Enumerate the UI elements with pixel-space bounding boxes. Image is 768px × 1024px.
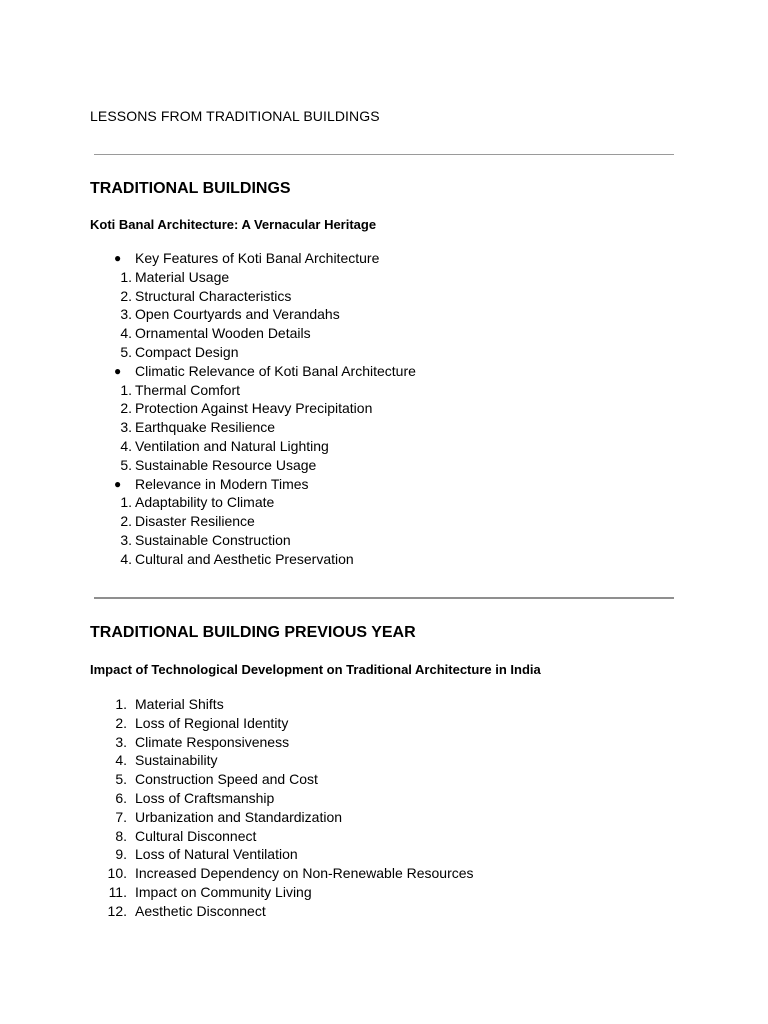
list-item: [90, 808, 710, 827]
horizontal-divider: [94, 154, 674, 155]
list-number: 2.: [120, 400, 132, 417]
list-number: 9.: [115, 846, 127, 863]
bullet-item-label: Key Features of Koti Banal Architecture: [135, 250, 380, 266]
list-number: 3.: [120, 306, 132, 323]
list-item-label: Protection Against Heavy Precipitation: [135, 400, 373, 417]
section-subheading: Koti Banal Architecture: A Vernacular Heritage: [90, 217, 377, 232]
section-traditional-buildings: [90, 178, 710, 569]
list-item-label: Loss of Regional Identity: [135, 714, 289, 731]
list-item: [90, 456, 710, 475]
list-item-label: Compact Design: [135, 343, 239, 360]
list-number: 1.: [120, 268, 132, 285]
list-item-label: Loss of Natural Ventilation: [135, 846, 298, 863]
list-item: [90, 864, 710, 883]
bullet-dot-icon: ●: [114, 251, 122, 265]
list-number: 1.: [120, 494, 132, 511]
bullet-item: [90, 249, 710, 362]
numbered-sub-list: [90, 381, 710, 475]
list-number: 5.: [120, 456, 132, 473]
list-item: [90, 789, 710, 808]
list-item: [90, 268, 710, 287]
list-item-label: Climate Responsiveness: [135, 733, 290, 750]
list-number: 1.: [115, 696, 127, 712]
list-item-label: Structural Characteristics: [135, 287, 292, 304]
bullet-item: [90, 475, 710, 569]
list-item-label: Material Usage: [135, 268, 230, 285]
list-number: 3.: [120, 419, 132, 436]
list-item: [90, 883, 710, 902]
list-item: [90, 902, 710, 921]
list-item-label: Loss of Craftsmanship: [135, 789, 275, 806]
list-item-label: Sustainable Construction: [135, 531, 291, 548]
bullet-list: [90, 249, 710, 569]
list-item: [90, 531, 710, 550]
list-item: [90, 343, 710, 362]
bullet-dot-icon: ●: [114, 363, 122, 378]
list-number: 10.: [107, 865, 127, 882]
list-number: 5.: [120, 343, 132, 360]
list-item: [90, 287, 710, 306]
list-item-label: Adaptability to Climate: [135, 494, 275, 511]
list-item-label: Sustainability: [135, 752, 218, 769]
list-item-label: Thermal Comfort: [135, 381, 241, 398]
list-number: 7.: [115, 808, 127, 825]
section-subheading: Impact of Technological Development on Traditional Architecture in India: [90, 662, 541, 677]
list-item-label: Ornamental Wooden Details: [135, 325, 311, 342]
list-number: 3.: [120, 531, 132, 548]
section-heading: TRADITIONAL BUILDINGS: [90, 180, 291, 197]
section-heading: TRADITIONAL BUILDING PREVIOUS YEAR: [90, 624, 416, 641]
list-item: [90, 381, 710, 400]
list-item: [90, 733, 710, 752]
list-item: [90, 437, 710, 456]
list-number: 2.: [120, 513, 132, 530]
list-number: 2.: [115, 714, 127, 731]
list-item: [90, 695, 710, 714]
list-item: [90, 827, 710, 846]
numbered-sub-list: [90, 268, 710, 362]
bullet-item-label: Relevance in Modern Times: [135, 475, 309, 492]
list-item-label: Urbanization and Standardization: [135, 808, 343, 825]
horizontal-divider: [94, 597, 674, 599]
list-item-label: Construction Speed and Cost: [135, 771, 318, 788]
list-number: 4.: [120, 550, 132, 567]
list-number: 5.: [115, 771, 127, 788]
list-number: 11.: [108, 883, 127, 900]
list-item: [90, 845, 710, 864]
list-item: [90, 399, 710, 418]
list-item-label: Increased Dependency on Non-Renewable Resources: [135, 865, 474, 882]
list-item-label: Sustainable Resource Usage: [135, 456, 317, 473]
list-item-label: Ventilation and Natural Lighting: [135, 437, 329, 454]
list-number: 4.: [120, 325, 132, 342]
list-number: 2.: [120, 287, 132, 304]
list-item-label: Open Courtyards and Verandahs: [135, 306, 340, 323]
bullet-item-label: Climatic Relevance of Koti Banal Architecture: [135, 362, 416, 379]
list-item: [90, 305, 710, 324]
list-item-label: Cultural Disconnect: [135, 827, 257, 844]
list-item: [90, 493, 710, 512]
list-item: [90, 512, 710, 531]
list-item-label: Disaster Resilience: [135, 513, 255, 530]
list-number: 12.: [107, 902, 127, 919]
list-item: [90, 770, 710, 789]
document-title: LESSONS FROM TRADITIONAL BUILDINGS: [90, 108, 380, 124]
list-item-label: Cultural and Aesthetic Preservation: [135, 550, 354, 567]
list-number: 1.: [120, 381, 132, 398]
list-item-label: Earthquake Resilience: [135, 419, 276, 436]
numbered-sub-list: [90, 493, 710, 568]
list-number: 3.: [115, 733, 127, 750]
list-item: [90, 418, 710, 437]
list-item: [90, 550, 710, 569]
list-item-label: Aesthetic Disconnect: [135, 902, 266, 919]
numbered-list: [90, 695, 710, 921]
section-previous-year: [90, 622, 710, 921]
list-number: 6.: [115, 789, 127, 806]
bullet-item: [90, 362, 710, 475]
list-item: [90, 751, 710, 770]
bullet-dot-icon: ●: [114, 476, 122, 491]
list-number: 4.: [115, 752, 127, 769]
list-number: 4.: [120, 437, 132, 454]
list-item-label: Material Shifts: [135, 696, 224, 712]
list-item-label: Impact on Community Living: [135, 883, 312, 900]
list-item: [90, 714, 710, 733]
list-item: [90, 324, 710, 343]
list-number: 8.: [115, 827, 127, 844]
